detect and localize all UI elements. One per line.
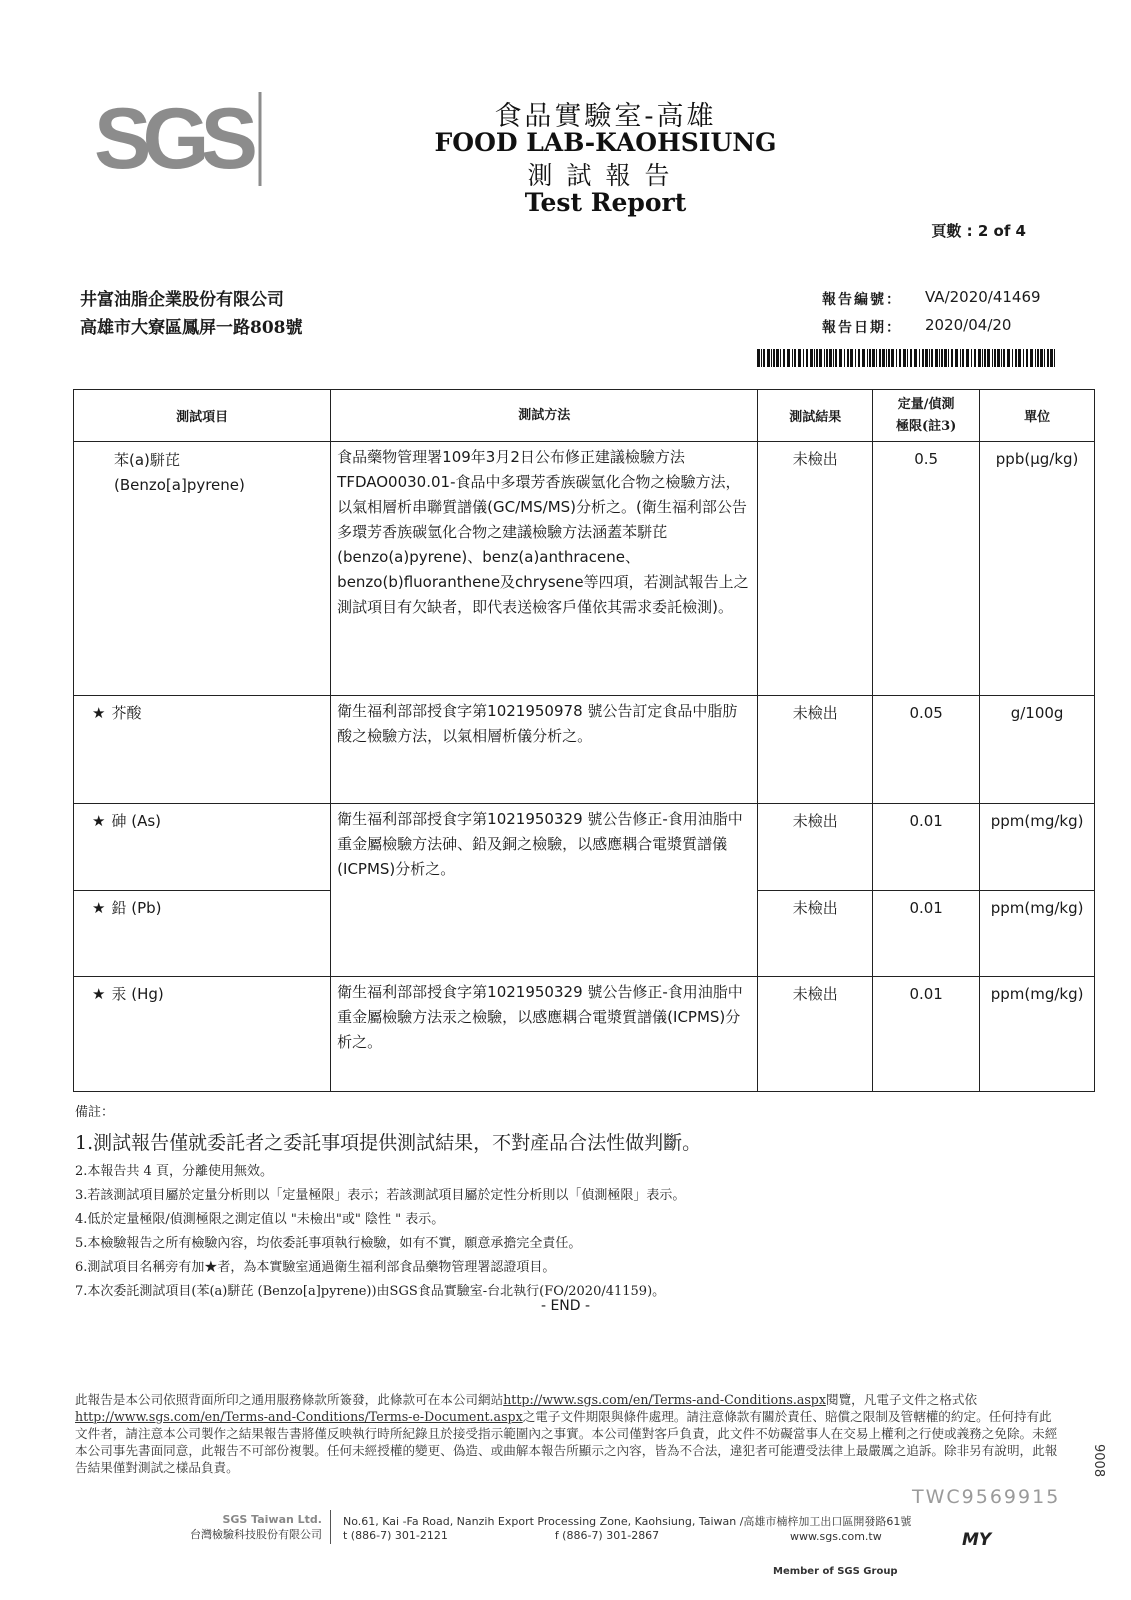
item-name: 砷 (As) — [111, 812, 162, 830]
footer-company — [140, 1513, 322, 1542]
certified-star-icon: ★ — [92, 704, 106, 722]
table-row — [74, 696, 1095, 804]
header-limit-line1: 定量/偵測 — [897, 396, 955, 412]
table-row — [74, 977, 1095, 1092]
item-cell — [74, 442, 331, 696]
remark-note: 4.低於定量極限/偵測極限之測定值以 "未檢出"或" 陰性 " 表示。 — [75, 1212, 445, 1227]
result-cell: 未檢出 — [758, 696, 873, 804]
header-item: 測試項目 — [74, 390, 331, 442]
client-address: 高雄市大寮區鳳屏一路808號 — [80, 318, 303, 338]
e-document-link[interactable]: http://www.sgs.com/en/Terms-and-Conditions/Terms-e-Document.aspx — [75, 1409, 523, 1424]
report-number-label: 報告編號： — [822, 292, 902, 308]
header-method: 測試方法 — [331, 390, 758, 442]
remark-note: 6.測試項目名稱旁有加★者，為本實驗室通過衛生福利部食品藥物管理署認證項目。 — [75, 1260, 556, 1275]
remark-note: 3.若該測試項目屬於定量分析則以「定量極限」表示；若該測試項目屬於定性分析則以「偵測極限」表示。 — [75, 1188, 686, 1203]
certified-star-icon: ★ — [92, 985, 106, 1003]
lab-name-en: FOOD LAB-KAOHSIUNG — [434, 128, 777, 157]
report-title-zh: 測試報告 — [527, 161, 684, 190]
remark-note: 1.測試報告僅就委託者之委託事項提供測試結果，不對產品合法性做判斷。 — [75, 1132, 702, 1154]
remark-note: 5.本檢驗報告之所有檢驗內容，均依委託事項執行檢驗，如有不實，願意承擔完全責任。 — [75, 1236, 582, 1251]
method-cell: 衛生福利部部授食字第1021950329 號公告修正-食用油脂中重金屬檢驗方法汞之檢驗，以感應耦合電漿質譜儀(ICPMS)分析之。 — [331, 977, 758, 1092]
report-date-label: 報告日期： — [822, 320, 902, 336]
unit-cell: ppb(μg/kg) — [980, 442, 1095, 696]
item-cell — [74, 696, 331, 804]
item-name: 芥酸 — [111, 704, 142, 722]
result-cell: 未檢出 — [758, 891, 873, 977]
item-name: 汞 (Hg) — [111, 985, 164, 1003]
item-name: 苯(a)駢芘 — [114, 451, 180, 469]
unit-cell: ppm(mg/kg) — [980, 977, 1095, 1092]
report-date: 2020/04/20 — [925, 316, 1012, 334]
table-row — [74, 804, 1095, 891]
terms-text: 此報告是本公司依照背面所印之通用服務條款所簽發，此條款可在本公司網站 — [75, 1392, 504, 1407]
terms-text: 閱覽，凡電子文件之格式依 — [825, 1392, 978, 1407]
table-row — [74, 442, 1095, 696]
remarks-title: 備註： — [75, 1105, 115, 1120]
result-cell: 未檢出 — [758, 977, 873, 1092]
terms-link[interactable]: http://www.sgs.com/en/Terms-and-Conditions.aspx — [503, 1392, 826, 1407]
terms-text: 之電子文件期限與條件處理。請注意條款有關於責任、賠償之限制及管轄權的約定。任何持有此文件者，請注意本公司製作之結果報告書將僅反映執行時所紀錄且於接受指示範圍內之事實。本公司僅對客戶負責，此文件不妨礙當事人在交易上權利之行使或義務之免除。未經本公司事先書面同意，此報告不可部份複製。任何未經授權的變更、偽造、或曲解本報告所顯示之內容，皆為不合法，違犯者可能遭受法律上最嚴厲之追訴。除非另有說明，此報告結果僅對測試之樣品負責。 — [75, 1409, 1058, 1475]
method-cell: 衛生福利部部授食字第1021950978 號公告訂定食品中脂肪酸之檢驗方法，以氣相層析儀分析之。 — [331, 696, 758, 804]
footer-fax: f (886-7) 301-2867 — [554, 1529, 660, 1542]
report-number: VA/2020/41469 — [925, 288, 1041, 306]
footer-company-en: SGS Taiwan Ltd. — [222, 1513, 322, 1526]
certified-star-icon: ★ — [92, 899, 106, 917]
footer-address: No.61, Kai -Fa Road, Nanzih Export Processing Zone, Kaohsiung, Taiwan /高雄市楠梓加工出口區開發路61號 — [343, 1515, 912, 1528]
member-of-group: Member of SGS Group — [773, 1566, 898, 1577]
method-cell: 食品藥物管理署109年3月2日公布修正建議檢驗方法TFDAO0030.01-食品中多環芳香族碳氫化合物之檢驗方法，以氣相層析串聯質譜儀(GC/MS/MS)分析之。(衛生福利部公告多環芳香族碳氫化合物之建議檢驗方法涵蓋苯駢芘(benzo(a)pyrene)、benz(a)anthracene、benzo(b)fluoranthene及chrysene等四項，若測試報告上之測試項目有欠缺者，即代表送檢客戶僅依其需求委託檢測)。 — [331, 442, 758, 696]
item-cell — [74, 804, 331, 891]
method-cell: 衛生福利部部授食字第1021950329 號公告修正-食用油脂中重金屬檢驗方法砷、鉛及銅之檢驗，以感應耦合電漿質譜儀(ICPMS)分析之。 — [331, 804, 758, 977]
limit-cell: 0.01 — [873, 977, 980, 1092]
item-cell — [74, 977, 331, 1092]
report-title-en: Test Report — [524, 188, 687, 217]
unit-cell: ppm(mg/kg) — [980, 804, 1095, 891]
result-cell: 未檢出 — [758, 442, 873, 696]
item-name: 鉛 (Pb) — [111, 899, 162, 917]
signature-initials: MY — [962, 1530, 992, 1550]
client-name: 井富油脂企業股份有限公司 — [80, 290, 284, 310]
footer-divider — [330, 1510, 331, 1544]
footer-company-zh: 台灣檢驗科技股份有限公司 — [190, 1528, 322, 1541]
unit-cell: g/100g — [980, 696, 1095, 804]
header-unit: 單位 — [980, 390, 1095, 442]
lab-name-zh: 食品實驗室-高雄 — [494, 101, 717, 132]
barcode — [757, 349, 1055, 367]
item-cell — [74, 891, 331, 977]
remark-note: 2.本報告共 4 頁，分離使用無效。 — [75, 1164, 273, 1179]
header-limit — [873, 390, 980, 442]
result-cell: 未檢出 — [758, 804, 873, 891]
side-code: 9008 — [1091, 1444, 1106, 1478]
footer-website[interactable]: www.sgs.com.tw — [790, 1530, 882, 1543]
certified-star-icon: ★ — [92, 812, 106, 830]
header-limit-line2: 極限(註3) — [895, 418, 957, 434]
limit-cell: 0.01 — [873, 891, 980, 977]
end-marker: - END - — [540, 1298, 591, 1314]
remark-note: 7.本次委託測試項目(苯(a)駢芘 (Benzo[a]pyrene))由SGS食品實驗室-台北執行(FO/2020/41159)。 — [75, 1284, 666, 1299]
svg-text:SGS: SGS — [94, 91, 254, 186]
results-table — [73, 389, 1095, 1092]
item-name-en: (Benzo[a]pyrene) — [114, 476, 245, 494]
header-result: 測試結果 — [758, 390, 873, 442]
table-header-row — [74, 390, 1095, 442]
limit-cell: 0.05 — [873, 696, 980, 804]
limit-cell: 0.5 — [873, 442, 980, 696]
document-serial: TWC9569915 — [912, 1486, 1061, 1508]
footer-tel: t (886-7) 301-2121 — [343, 1529, 448, 1542]
unit-cell: ppm(mg/kg) — [980, 891, 1095, 977]
page-number: 頁數 : 2 of 4 — [931, 222, 1026, 240]
terms-fine-print — [75, 1391, 1060, 1476]
limit-cell: 0.01 — [873, 804, 980, 891]
